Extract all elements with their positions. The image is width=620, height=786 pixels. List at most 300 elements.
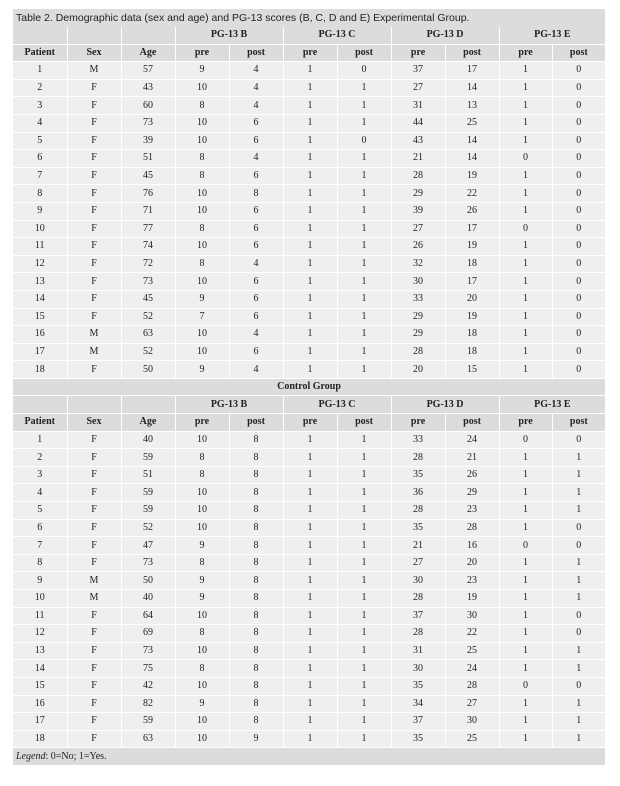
table-row xyxy=(13,677,605,695)
table-cell: 1 xyxy=(337,167,391,185)
table-cell: 18 xyxy=(13,361,67,379)
table-cell: 71 xyxy=(121,202,175,220)
table-cell: 1 xyxy=(337,449,391,467)
table-cell: 59 xyxy=(121,502,175,520)
table-cell: 8 xyxy=(175,150,229,168)
table-cell: 40 xyxy=(121,431,175,449)
table-cell: 9 xyxy=(13,572,67,590)
table-cell: 1 xyxy=(337,114,391,132)
table-row xyxy=(13,79,605,97)
table-row xyxy=(13,150,605,168)
table-row xyxy=(13,167,605,185)
table-cell: 30 xyxy=(445,607,499,625)
table-cell: 1 xyxy=(499,97,552,115)
table-cell: 18 xyxy=(445,343,499,361)
table-cell: 15 xyxy=(13,677,67,695)
table-cell: 10 xyxy=(175,79,229,97)
header-pg13-b: PG-13 B xyxy=(175,27,283,44)
table-cell: 14 xyxy=(445,79,499,97)
header-blank-cell xyxy=(13,27,67,44)
table-cell: M xyxy=(67,572,121,590)
table-cell: 59 xyxy=(121,449,175,467)
table-cell: 63 xyxy=(121,326,175,344)
table-row xyxy=(13,730,605,748)
table-cell: 1 xyxy=(552,730,605,748)
table-cell: 28 xyxy=(391,590,445,608)
table-cell: 15 xyxy=(13,308,67,326)
legend-text: : 0=No; 1=Yes. xyxy=(45,751,107,763)
table-cell: 0 xyxy=(499,220,552,238)
table-cell: 1 xyxy=(499,713,552,731)
table-cell: F xyxy=(67,114,121,132)
table-cell: 64 xyxy=(121,607,175,625)
table-cell: 27 xyxy=(391,79,445,97)
table-cell: 6 xyxy=(229,132,283,150)
table-row xyxy=(13,326,605,344)
table-cell: 60 xyxy=(121,97,175,115)
table-cell: 1 xyxy=(499,238,552,256)
table-cell: 13 xyxy=(13,642,67,660)
table-cell: 1 xyxy=(337,625,391,643)
table-cell: 31 xyxy=(391,642,445,660)
table-cell: 1 xyxy=(499,484,552,502)
table-cell: 8 xyxy=(229,537,283,555)
table-cell: 1 xyxy=(499,290,552,308)
table-cell: F xyxy=(67,713,121,731)
table-cell: 6 xyxy=(229,273,283,291)
table-cell: 1 xyxy=(337,273,391,291)
table-cell: 37 xyxy=(391,713,445,731)
table-cell: 11 xyxy=(13,607,67,625)
table-cell: 1 xyxy=(337,502,391,520)
table-cell: 28 xyxy=(391,343,445,361)
header-age: Age xyxy=(121,414,175,432)
table-cell: 8 xyxy=(229,519,283,537)
table-cell: 15 xyxy=(445,361,499,379)
table-cell: 1 xyxy=(283,625,337,643)
table-cell: 4 xyxy=(229,97,283,115)
table-cell: 0 xyxy=(552,677,605,695)
table-cell: 1 xyxy=(283,238,337,256)
table-cell: 73 xyxy=(121,554,175,572)
table-cell: 1 xyxy=(552,660,605,678)
table-cell: 10 xyxy=(175,484,229,502)
table-cell: 1 xyxy=(283,431,337,449)
header-post: post xyxy=(552,414,605,432)
table-cell: 10 xyxy=(175,607,229,625)
table-cell: 14 xyxy=(445,132,499,150)
table-cell: 1 xyxy=(337,590,391,608)
table-cell: 28 xyxy=(445,677,499,695)
table-cell: 6 xyxy=(13,519,67,537)
table-cell: 1 xyxy=(283,132,337,150)
header-blank-cell xyxy=(67,27,121,44)
table-cell: 1 xyxy=(499,554,552,572)
table-cell: 44 xyxy=(391,114,445,132)
table-cell: F xyxy=(67,554,121,572)
table-cell: 45 xyxy=(121,290,175,308)
header-post: post xyxy=(445,414,499,432)
table-cell: F xyxy=(67,97,121,115)
table-cell: 8 xyxy=(229,625,283,643)
table-cell: 1 xyxy=(499,308,552,326)
table-cell: 29 xyxy=(391,185,445,203)
table-cell: 0 xyxy=(552,255,605,273)
table-cell: 8 xyxy=(229,695,283,713)
table-cell: 17 xyxy=(13,343,67,361)
table-cell: 35 xyxy=(391,519,445,537)
control-group-title xyxy=(13,378,605,396)
table-row xyxy=(13,343,605,361)
table-cell: 0 xyxy=(499,677,552,695)
table-cell: 8 xyxy=(229,607,283,625)
table-cell: 8 xyxy=(229,660,283,678)
table-cell: 29 xyxy=(391,308,445,326)
table-cell: 1 xyxy=(13,431,67,449)
table-cell: 7 xyxy=(13,537,67,555)
table-row xyxy=(13,290,605,308)
table-cell: 18 xyxy=(445,255,499,273)
table-cell: F xyxy=(67,220,121,238)
table-cell: 1 xyxy=(499,255,552,273)
table-cell: 10 xyxy=(175,519,229,537)
header-blank-cell xyxy=(121,396,175,414)
table-cell: 1 xyxy=(337,677,391,695)
table-cell: 19 xyxy=(445,238,499,256)
table-cell: 23 xyxy=(445,502,499,520)
table-cell: 0 xyxy=(552,167,605,185)
table-cell: 10 xyxy=(175,642,229,660)
table-cell: 26 xyxy=(445,202,499,220)
table-cell: 50 xyxy=(121,361,175,379)
table-cell: M xyxy=(67,343,121,361)
table-cell: 7 xyxy=(13,167,67,185)
header-row-groups xyxy=(13,396,605,414)
table-cell: 72 xyxy=(121,255,175,273)
table-cell: 1 xyxy=(283,343,337,361)
table-cell: 1 xyxy=(499,343,552,361)
table-cell: 10 xyxy=(175,713,229,731)
table-cell: 1 xyxy=(283,519,337,537)
table-cell: 10 xyxy=(175,730,229,748)
table-cell: 9 xyxy=(175,572,229,590)
table-cell: 1 xyxy=(283,273,337,291)
table-cell: 8 xyxy=(175,220,229,238)
table-cell: 4 xyxy=(229,361,283,379)
table-cell: 2 xyxy=(13,449,67,467)
table-cell: 9 xyxy=(229,730,283,748)
table-cell: 10 xyxy=(175,114,229,132)
table-cell: 0 xyxy=(552,308,605,326)
table-cell: 35 xyxy=(391,677,445,695)
header-pre: pre xyxy=(499,44,552,62)
table-cell: 0 xyxy=(552,431,605,449)
table-cell: 1 xyxy=(283,255,337,273)
table-cell: 42 xyxy=(121,677,175,695)
header-row-columns xyxy=(13,44,605,62)
table-cell: 1 xyxy=(337,185,391,203)
table-row xyxy=(13,431,605,449)
table-cell: 0 xyxy=(499,431,552,449)
header-patient: Patient xyxy=(13,44,67,62)
header-blank-cell xyxy=(67,396,121,414)
table-cell: 6 xyxy=(229,202,283,220)
header-pre: pre xyxy=(283,414,337,432)
table-cell: 20 xyxy=(445,554,499,572)
table-cell: 77 xyxy=(121,220,175,238)
control-group-body xyxy=(13,396,605,748)
table-cell: 10 xyxy=(175,343,229,361)
table-cell: 8 xyxy=(175,167,229,185)
table-cell: 1 xyxy=(499,625,552,643)
header-age: Age xyxy=(121,44,175,62)
table-cell: 1 xyxy=(283,642,337,660)
table-cell: 8 xyxy=(175,660,229,678)
table-cell: 1 xyxy=(283,220,337,238)
header-post: post xyxy=(337,414,391,432)
table-cell: 1 xyxy=(499,590,552,608)
table-cell: 4 xyxy=(13,484,67,502)
table-cell: 6 xyxy=(229,167,283,185)
header-pg13-d: PG-13 D xyxy=(391,396,499,414)
table-cell: 0 xyxy=(552,537,605,555)
table-cell: 12 xyxy=(13,255,67,273)
table-cell: 21 xyxy=(391,150,445,168)
table-cell: 10 xyxy=(175,326,229,344)
table-cell: 10 xyxy=(175,202,229,220)
table-cell: 9 xyxy=(175,695,229,713)
table-cell: 6 xyxy=(229,308,283,326)
table-cell: 59 xyxy=(121,484,175,502)
table-cell: 1 xyxy=(337,519,391,537)
table-cell: 21 xyxy=(445,449,499,467)
table-cell: 8 xyxy=(13,554,67,572)
table-cell: F xyxy=(67,185,121,203)
table-cell: 1 xyxy=(283,202,337,220)
header-pg13-b: PG-13 B xyxy=(175,396,283,414)
table-cell: 11 xyxy=(13,238,67,256)
table-cell: 52 xyxy=(121,308,175,326)
table-cell: 1 xyxy=(499,326,552,344)
table-legend xyxy=(13,748,605,765)
table-cell: F xyxy=(67,150,121,168)
table-cell: 22 xyxy=(445,185,499,203)
table-cell: 0 xyxy=(552,625,605,643)
table-cell: 1 xyxy=(283,150,337,168)
table-cell: 75 xyxy=(121,660,175,678)
table-cell: F xyxy=(67,695,121,713)
table-row xyxy=(13,713,605,731)
table-cell: 28 xyxy=(391,449,445,467)
table-cell: F xyxy=(67,431,121,449)
table-cell: 0 xyxy=(552,290,605,308)
table-cell: 1 xyxy=(337,79,391,97)
table-cell: 20 xyxy=(391,361,445,379)
table-cell: 5 xyxy=(13,132,67,150)
table-row xyxy=(13,537,605,555)
table-cell: M xyxy=(67,590,121,608)
table-cell: 0 xyxy=(337,62,391,80)
table-cell: 17 xyxy=(445,62,499,80)
table-cell: 1 xyxy=(337,255,391,273)
table-cell: 10 xyxy=(13,590,67,608)
table-row xyxy=(13,255,605,273)
table-cell: 1 xyxy=(337,642,391,660)
table-cell: 1 xyxy=(499,660,552,678)
table-cell: F xyxy=(67,537,121,555)
table-cell: 35 xyxy=(391,466,445,484)
table-cell: 1 xyxy=(337,97,391,115)
table-cell: 1 xyxy=(337,730,391,748)
table-row xyxy=(13,361,605,379)
table-cell: 1 xyxy=(283,572,337,590)
table-cell: 1 xyxy=(337,290,391,308)
table-cell: 73 xyxy=(121,273,175,291)
table-cell: 8 xyxy=(175,255,229,273)
table-cell: F xyxy=(67,660,121,678)
table-row xyxy=(13,238,605,256)
table-cell: 33 xyxy=(391,290,445,308)
table-cell: 9 xyxy=(175,590,229,608)
table-cell: 1 xyxy=(499,502,552,520)
table-row xyxy=(13,466,605,484)
table-cell: 29 xyxy=(391,326,445,344)
table-cell: 1 xyxy=(499,449,552,467)
table-cell: 19 xyxy=(445,308,499,326)
table-cell: 0 xyxy=(552,132,605,150)
table-cell: 1 xyxy=(499,572,552,590)
table-row xyxy=(13,607,605,625)
table-cell: 31 xyxy=(391,97,445,115)
table-cell: 1 xyxy=(499,132,552,150)
table-cell: 23 xyxy=(445,572,499,590)
table-cell: 32 xyxy=(391,255,445,273)
table-cell: 6 xyxy=(229,238,283,256)
table-cell: 8 xyxy=(229,554,283,572)
header-pre: pre xyxy=(175,414,229,432)
table-cell: 18 xyxy=(13,730,67,748)
table-cell: 0 xyxy=(552,519,605,537)
table-row xyxy=(13,572,605,590)
table-cell: 9 xyxy=(175,62,229,80)
table-row xyxy=(13,202,605,220)
table-cell: 0 xyxy=(552,220,605,238)
table-cell: 16 xyxy=(445,537,499,555)
table-cell: 1 xyxy=(499,114,552,132)
table-cell: 1 xyxy=(283,308,337,326)
table-row xyxy=(13,695,605,713)
table-cell: 1 xyxy=(337,660,391,678)
table-cell: 1 xyxy=(283,79,337,97)
table-cell: 76 xyxy=(121,185,175,203)
table-cell: 1 xyxy=(337,554,391,572)
table-cell: 30 xyxy=(445,713,499,731)
table-row xyxy=(13,132,605,150)
header-pg13-c: PG-13 C xyxy=(283,27,391,44)
header-pg13-d: PG-13 D xyxy=(391,27,499,44)
table-row xyxy=(13,625,605,643)
table-row xyxy=(13,554,605,572)
header-post: post xyxy=(229,414,283,432)
header-post: post xyxy=(445,44,499,62)
table-cell: 4 xyxy=(229,326,283,344)
table-cell: F xyxy=(67,273,121,291)
table-cell: 8 xyxy=(229,484,283,502)
table-cell: 4 xyxy=(229,79,283,97)
table-cell: F xyxy=(67,466,121,484)
table-cell: 1 xyxy=(499,79,552,97)
table-cell: 17 xyxy=(13,713,67,731)
table-row xyxy=(13,484,605,502)
table-cell: M xyxy=(67,62,121,80)
table-cell: 4 xyxy=(229,255,283,273)
header-post: post xyxy=(229,44,283,62)
table-cell: 9 xyxy=(13,202,67,220)
table-cell: 57 xyxy=(121,62,175,80)
table-row xyxy=(13,62,605,80)
table-cell: 1 xyxy=(13,62,67,80)
header-pg13-e: PG-13 E xyxy=(499,396,605,414)
header-pre: pre xyxy=(391,44,445,62)
table-cell: 36 xyxy=(391,484,445,502)
table-cell: 27 xyxy=(391,554,445,572)
table-cell: 26 xyxy=(391,238,445,256)
table-cell: 51 xyxy=(121,150,175,168)
table-cell: 28 xyxy=(391,502,445,520)
table-cell: 1 xyxy=(337,326,391,344)
table-cell: 0 xyxy=(552,361,605,379)
table-cell: 30 xyxy=(391,660,445,678)
table-row xyxy=(13,97,605,115)
table-container xyxy=(13,9,605,765)
table-cell: 1 xyxy=(552,466,605,484)
table-cell: 1 xyxy=(552,449,605,467)
table-cell: 1 xyxy=(552,590,605,608)
table-cell: F xyxy=(67,308,121,326)
table-cell: 1 xyxy=(552,695,605,713)
table-cell: 1 xyxy=(283,361,337,379)
table-cell: 1 xyxy=(552,572,605,590)
table-cell: 10 xyxy=(175,431,229,449)
table-cell: 21 xyxy=(391,537,445,555)
table-cell: 1 xyxy=(499,642,552,660)
table-cell: 8 xyxy=(229,642,283,660)
table-cell: 1 xyxy=(552,502,605,520)
table-cell: 0 xyxy=(552,607,605,625)
table-cell: 8 xyxy=(229,185,283,203)
table-cell: 1 xyxy=(337,343,391,361)
table-cell: F xyxy=(67,730,121,748)
table-cell: F xyxy=(67,238,121,256)
table-cell: 1 xyxy=(499,167,552,185)
table-cell: 0 xyxy=(552,238,605,256)
table-cell: 0 xyxy=(552,326,605,344)
table-cell: 1 xyxy=(283,537,337,555)
table-cell: 18 xyxy=(445,326,499,344)
table-cell: 30 xyxy=(391,273,445,291)
table-cell: 35 xyxy=(391,730,445,748)
table-cell: 73 xyxy=(121,642,175,660)
table-row xyxy=(13,114,605,132)
table-row xyxy=(13,449,605,467)
table-cell: 39 xyxy=(391,202,445,220)
table-cell: 14 xyxy=(13,290,67,308)
table-cell: F xyxy=(67,642,121,660)
table-cell: 22 xyxy=(445,625,499,643)
table-cell: 43 xyxy=(121,79,175,97)
table-cell: F xyxy=(67,449,121,467)
table-cell: 8 xyxy=(229,572,283,590)
